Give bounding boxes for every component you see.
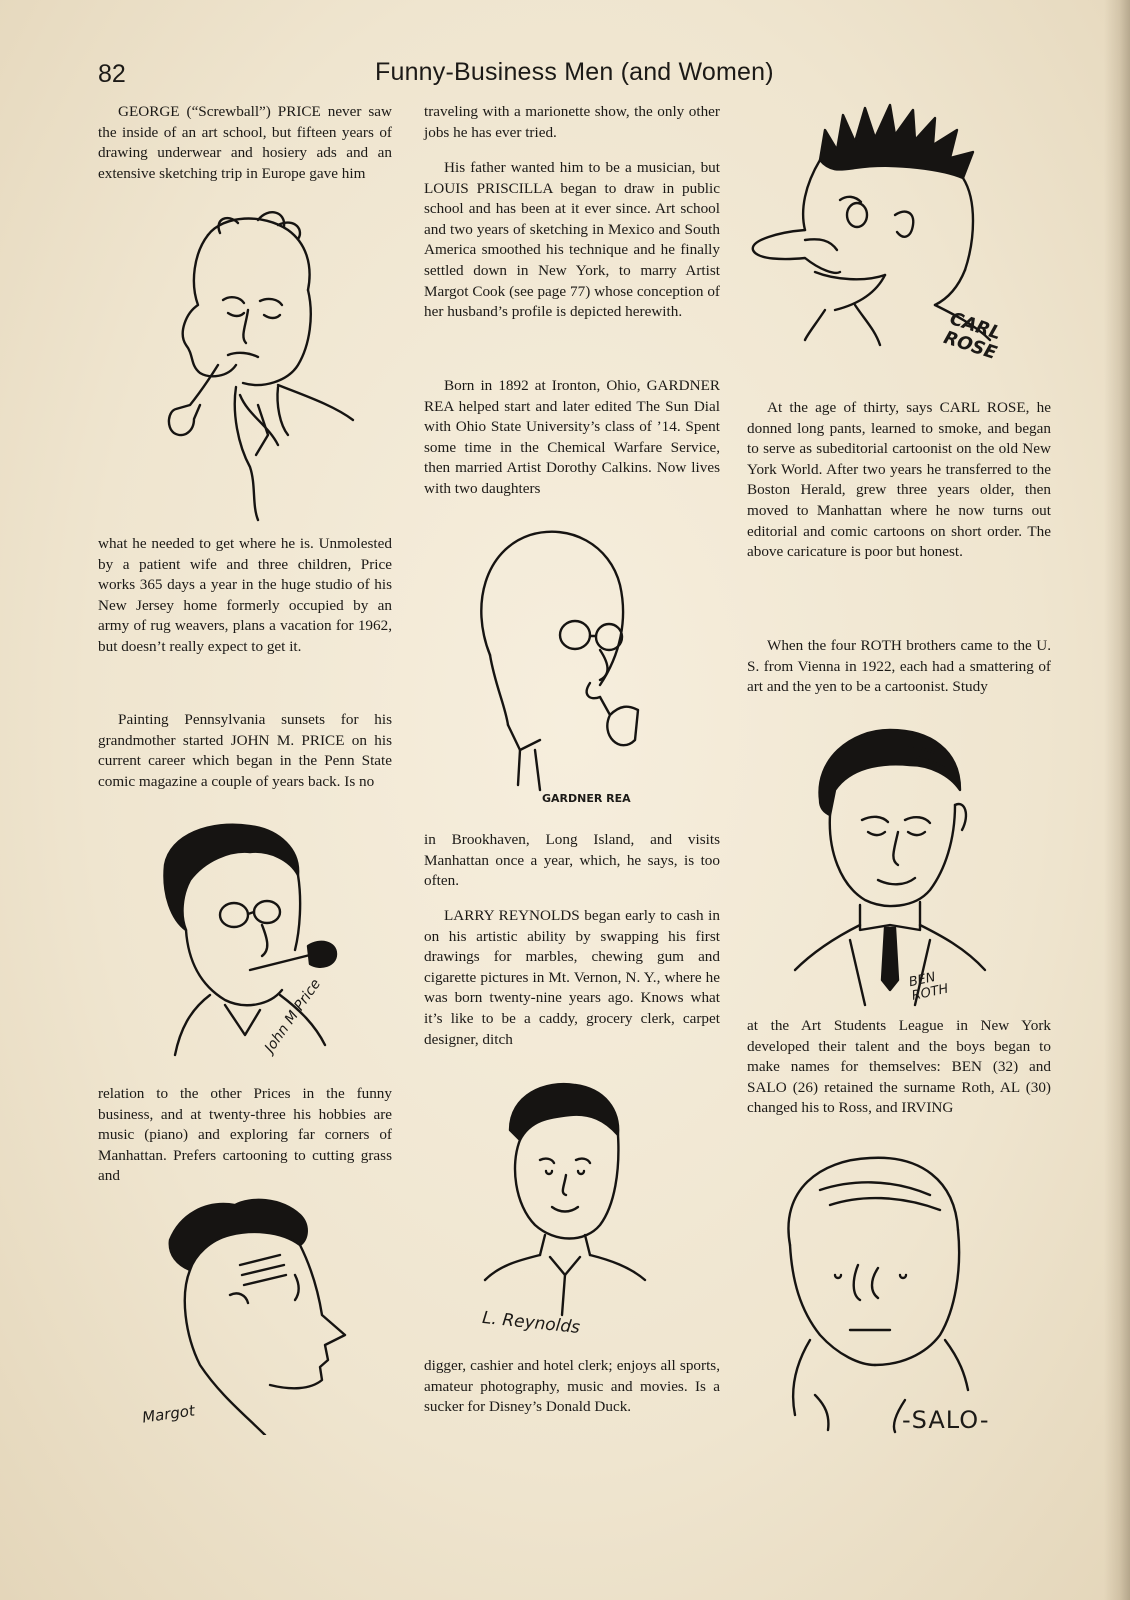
carl-rose-signature: CARL ROSE	[941, 308, 1004, 364]
louis-priscilla-caricature	[141, 1195, 365, 1435]
ben-roth-signature: BEN ROTH	[907, 969, 950, 1004]
john-price-paragraph-1: Painting Pennsylvania sunsets for his grandmother started JOHN M. PRICE on his current career which began in the Penn State comic magazine a couple of years back. Is no	[98, 711, 392, 790]
louis-priscilla-paragraph-2: His father wanted him to be a musician, but LOUIS PRISCILLA began to draw in public school and has been at it ever since. Art school and two years of sketching in Mexico and South America smoothed his technique and he finally settled down in New York, to marry Artist Margot Cook (see page 77) whose conception of her husband’s profile is depicted herewith.	[424, 159, 720, 321]
roth-brothers-paragraph-2: at the Art Students League in New York developed their talent and the boys began to make names for themselves: BEN (32) and SALO (26) retained the surname Roth, AL (30) changed his to Ross, and IRVING	[747, 1017, 1051, 1117]
gardner-rea-caricature	[460, 525, 640, 825]
george-price-paragraph-1: GEORGE (“Screwball”) PRICE never saw the inside of an art school, but fifteen years of drawing underwear and hosiery ads and an extensive sketching trip in Europe gave him	[98, 103, 392, 182]
larry-reynolds-signature: L. Reynolds	[481, 1307, 581, 1339]
larry-reynolds-caricature	[470, 1075, 660, 1360]
running-head: Funny-Business Men (and Women)	[375, 58, 774, 86]
page-edge-shadow	[1104, 0, 1130, 1600]
gardner-rea-signature: GARDNER REA	[542, 792, 631, 805]
george-price-paragraph-2: what he needed to get where he is. Unmolested by a patient wife and three children, Price works 365 days a year in the huge studio of his New Jersey home formerly occupied by an army of rug weavers, plans a vacation for 1962, but doesn’t really expect to get it.	[98, 535, 392, 655]
page-number: 82	[98, 60, 126, 88]
carl-rose-caricature	[745, 100, 1045, 390]
john-price-paragraph-2: relation to the other Prices in the funny business, and at twenty-three his hobbies are music (piano) and exploring far corners of Manhattan. Prefers cartooning to cutting grass and	[98, 1085, 392, 1185]
gardner-rea-paragraph-2: in Brookhaven, Long Island, and visits Manhattan once a year, which, he says, is too often.	[424, 831, 720, 890]
larry-reynolds-paragraph-2: digger, cashier and hotel clerk; enjoys all sports, amateur photography, music and movies. Is a sucker for Disney’s Donald Duck.	[424, 1357, 720, 1416]
john-price-caricature	[150, 820, 345, 1065]
louis-priscilla-paragraph-1: traveling with a marionette show, the only other jobs he has ever tried.	[424, 103, 720, 141]
larry-reynolds-paragraph-1: LARRY REYNOLDS began early to cash in on his artistic ability by swapping his first drawings for marbles, chewing gum and cigarette pictures in Mt. Vernon, N. Y., where he was born twenty-nine years ago. Knows what it’s like to be a caddy, grocery clerk, carpet designer, ditch	[424, 907, 720, 1048]
salo-signature: -SALO-	[902, 1406, 990, 1434]
george-price-caricature	[128, 205, 378, 525]
salo-roth-caricature	[780, 1150, 1040, 1450]
carl-rose-paragraph: At the age of thirty, says CARL ROSE, he donned long pants, learned to smoke, and began to serve as subeditorial cartoonist on the old New York World. After two years he transferred to the Boston Herald, grew three years older, then moved to Manhattan where he now turns out editorial and comic cartoons on short order. The above caricature is poor but honest.	[747, 399, 1051, 561]
ben-roth-caricature	[790, 720, 995, 1010]
margot-signature: Margot	[141, 1401, 196, 1427]
gardner-rea-paragraph-1: Born in 1892 at Ironton, Ohio, GARDNER REA helped start and later edited The Sun Dial with Ohio State University’s class of ’14. Spent some time in the Chemical Warfare Service, then married Artist Dorothy Calkins. Now lives with two daughters	[424, 377, 720, 497]
roth-brothers-paragraph-1: When the four ROTH brothers came to the U. S. from Vienna in 1922, each had a smattering of art and the yen to be a cartoonist. Study	[747, 637, 1051, 696]
john-price-signature: John M Price	[261, 976, 325, 1056]
